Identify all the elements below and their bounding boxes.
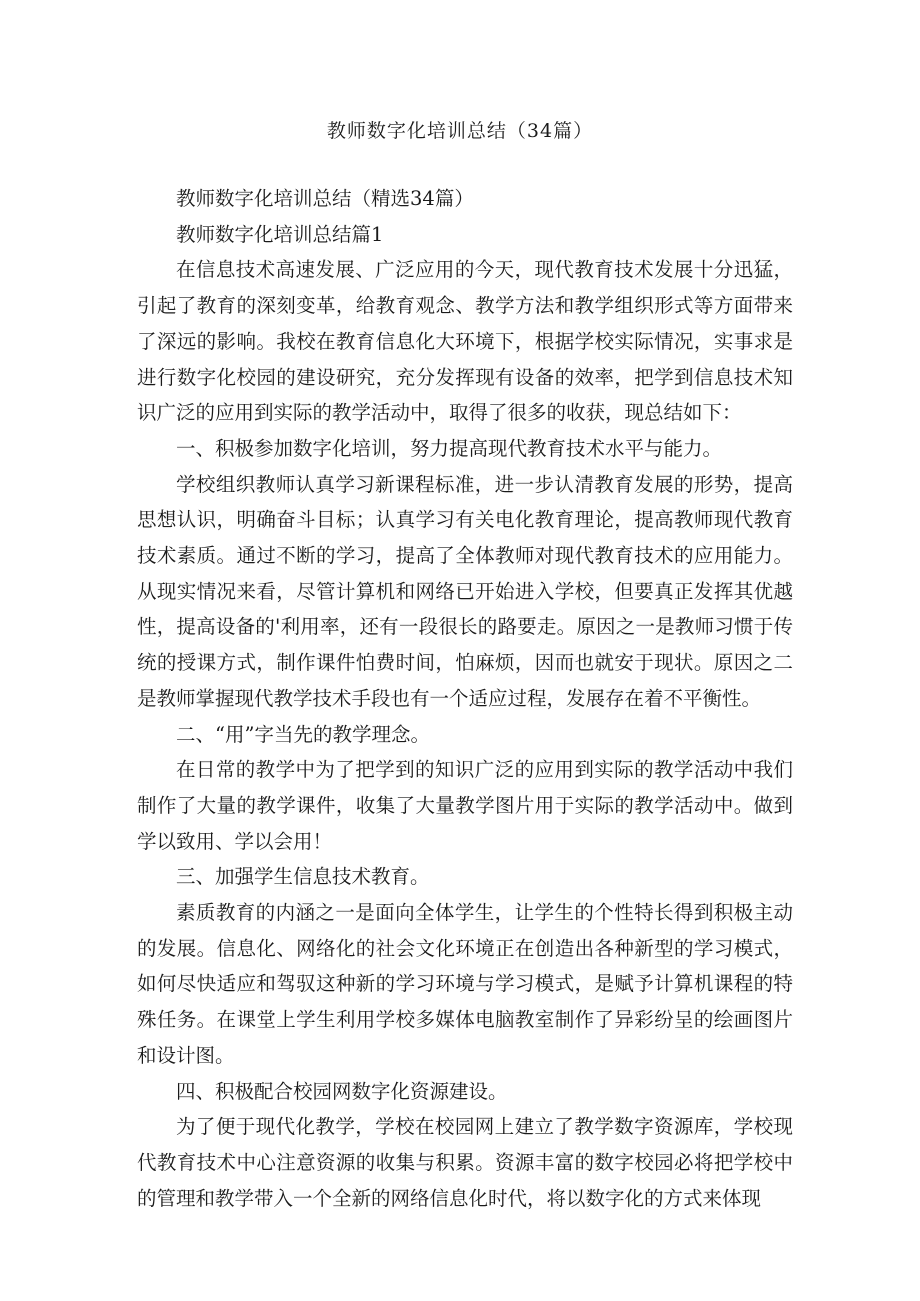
document-body <box>137 181 793 1216</box>
point-heading: 三、加强学生信息技术教育。 <box>176 865 430 889</box>
section-heading: 教师数字化培训总结篇1 <box>176 222 384 246</box>
body-paragraph: 在信息技术高速发展、广泛应用的今天，现代教育技术发展十分迅猛，引起了教育的深刻变革，给教育观念、教学方法和教学组织形式等方面带来了深远的影响。我校在教育信息化大环境下，根据学校实际情况，实事求是进行数字化校园的建设研究，充分发挥现有设备的效率，把学到信息技术知识广泛的应用到实际的教学活动中，取得了很多的收获，现总结如下： <box>137 258 793 425</box>
point-heading: 一、积极参加数字化培训，努力提高现代教育技术水平与能力。 <box>176 436 723 460</box>
body-paragraph: 学校组织教师认真学习新课程标准，进一步认清教育发展的形势，提高思想认识，明确奋斗目标；认真学习有关电化教育理论，提高教师现代教育技术素质。通过不断的学习，提高了全体教师对现代教育技术的应用能力。从现实情况来看，尽管计算机和网络已开始进入学校，但要真正发挥其优越性，提高设备的'利用率，还有一段很长的路要走。原因之一是教师习惯于传统的授课方式，制作课件怕费时间，怕麻烦，因而也就安于现状。原因之二是教师掌握现代教学技术手段也有一个适应过程，发展存在着不平衡性。 <box>137 472 793 710</box>
body-paragraph: 素质教育的内涵之一是面向全体学生，让学生的个性特长得到积极主动的发展。信息化、网络化的社会文化环境正在创造出各种新型的学习模式，如何尽快适应和驾驭这种新的学习环境与学习模式，是赋予计算机课程的特殊任务。在课堂上学生利用学校多媒体电脑教室制作了异彩纷呈的绘画图片和设计图。 <box>137 901 793 1067</box>
document-title: 教师数字化培训总结（34篇） <box>326 120 594 142</box>
subtitle-paragraph: 教师数字化培训总结（精选34篇） <box>176 187 474 210</box>
point-heading: 二、“用”字当先的教学理念。 <box>176 722 430 746</box>
body-paragraph: 在日常的教学中为了把学到的知识广泛的应用到实际的教学活动中我们制作了大量的教学课件，收集了大量教学图片用于实际的教学活动中。做到学以致用、学以会用！ <box>137 758 793 853</box>
body-paragraph: 为了便于现代化教学，学校在校园网上建立了教学数字资源库，学校现代教育技术中心注意资源的收集与积累。资源丰富的数字校园必将把学校中的管理和教学带入一个全新的网络信息化时代，将以数字化的方式来体现 <box>137 1115 793 1210</box>
point-heading: 四、积极配合校园网数字化资源建设。 <box>176 1079 508 1103</box>
